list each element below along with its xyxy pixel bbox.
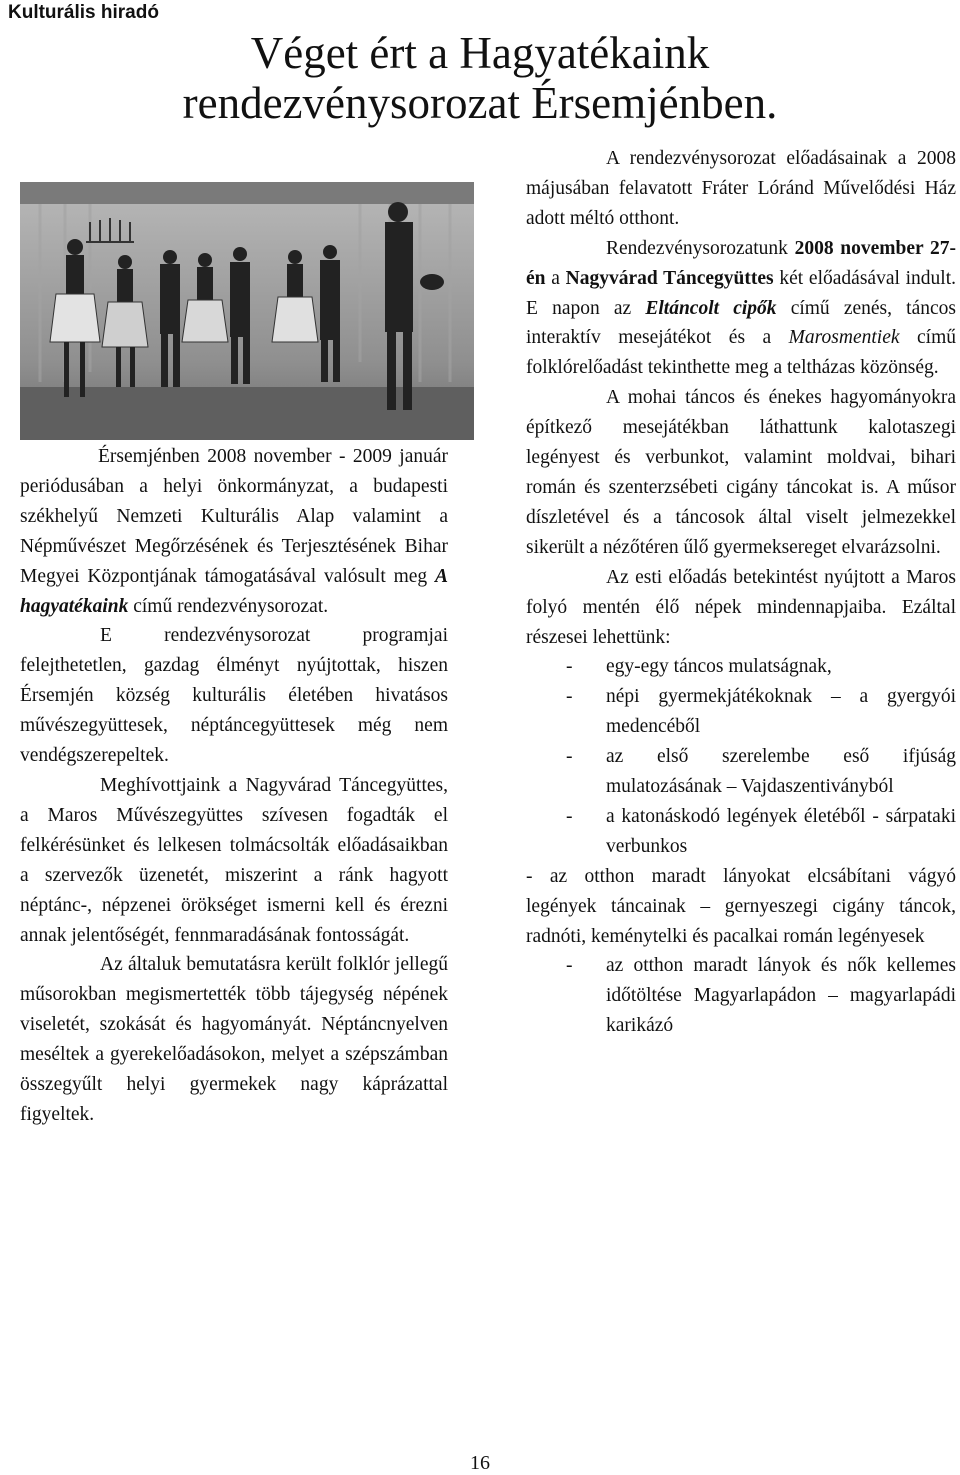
left-paragraph-3: Meghívottjaink a Nagyvárad Táncegyüttes, a Maros Művészegyüttes szívesen fogadták el felkérésünket és lelkesen tolmácsolták előadásaikban a szervezők üzenetét, miszerint a ránk hagyott néptánc-, népzenei örökséget ismerni kell és érezni annak jelentőségét, fennmaradásának fontosságát. (20, 774, 448, 946)
right-paragraph-2 (526, 234, 956, 384)
list-item: - az első szerelembe eső ifjúság mulatozásának – Vajdaszentiványból (526, 742, 956, 802)
program-list (526, 652, 956, 1041)
right-p2-a: Rendezvénysorozatunk (606, 237, 795, 259)
ensemble-bold: Nagyvárad Táncegyüttes (565, 267, 774, 289)
list-item: - a katonáskodó legények életéből - sárpataki verbunkos (526, 802, 956, 862)
left-p1-end: című rendezvénysorozat. (128, 595, 329, 617)
right-paragraph-4: Az esti előadás betekintést nyújtott a Maros folyó mentén élő népek mindennapjaiba. Ezáltal részesei lehettünk: (526, 566, 956, 648)
left-p1-text: Érsemjénben 2008 november - 2009 január periódusában a helyi önkormányzat, a budapesti székhelyű Nemzeti Kulturális Alap valamint a Népművészet Megőrzésének és Terjesztésének Bihar Megyei Központjának támogatásával valósult meg (20, 446, 448, 587)
right-p2-e: két előadásával indult. E napon az (526, 267, 957, 319)
right-p2-c: a (545, 267, 566, 289)
show-title-2: Marosmentiek (788, 327, 900, 349)
right-p2-i: című folklórelőadást tekinthette meg a teltházas közönség. (526, 327, 956, 379)
right-p2-g: című zenés, táncos interaktív mesejátékot és a (526, 297, 956, 349)
list-item: - az otthon maradt lányok és nők kellemes időtöltése Magyarlapádon – magyarlapádi karikázó (526, 951, 956, 1041)
headline-line2: rendezvénysorozat Érsemjénben. (182, 78, 778, 128)
page-number: 16 (470, 1452, 490, 1474)
show-title-1: Eltáncolt cipők (645, 297, 777, 319)
left-paragraph-4: Az általuk bemutatásra került folklór jellegű műsorokban megismertették több tájegység népének viseletét, szokását és hagyományát. Néptáncnyelven meséltek a gyerekelőadásokon, melyet a szépszámban összegyűlt helyi gyermekek nagy káprázattal figyeltek. (20, 954, 448, 1125)
right-paragraph-3: A mohai táncos és énekes hagyományokra építkező mesejátékban láthattunk kalotaszegi legényest és verbunkot, valamint moldvai, bihari román és szenterzsébeti cigány táncokat is. A műsor díszletével és a táncosok által viselt jelmezekkel sikerült a nézőtéren űlő gyermeksereget elvarázsolni. (526, 387, 956, 558)
right-paragraph-1: A rendezvénysorozat előadásainak a 2008 májusában felavatott Fráter Lóránd Művelődési Ház adott méltó otthont. (526, 148, 956, 229)
left-column (20, 442, 448, 1130)
section-label: Kulturális hiradó (8, 2, 159, 23)
folk-dancers-photo (20, 182, 474, 440)
left-paragraph-2: E rendezvénysorozat programjai felejthetetlen, gazdag élményt nyújtottak, hiszen Érsemjén község kulturális életében hivatásos művészegyüttesek, néptáncegyüttesek még nem vendégszerepeltek. (20, 625, 448, 767)
headline (90, 28, 870, 128)
headline-line1: Véget ért a Hagyatékaink (250, 28, 710, 78)
event-title: A hagyatékaink (20, 565, 448, 617)
list-item: - egy-egy táncos mulatságnak, (526, 652, 956, 682)
list-item: - az otthon maradt lányokat elcsábítani vágyó legények táncainak – gernyeszegi cigány táncok, radnóti, keménytelki és pacalkai román legényesek (526, 865, 956, 947)
left-paragraph-1 (20, 442, 448, 621)
list-item: - népi gyermekjátékoknak – a gyergyói medencéből (526, 682, 956, 742)
right-column (526, 144, 956, 1041)
photo-illustration (20, 182, 474, 440)
date-bold: 2008 november 27-én (526, 237, 956, 289)
